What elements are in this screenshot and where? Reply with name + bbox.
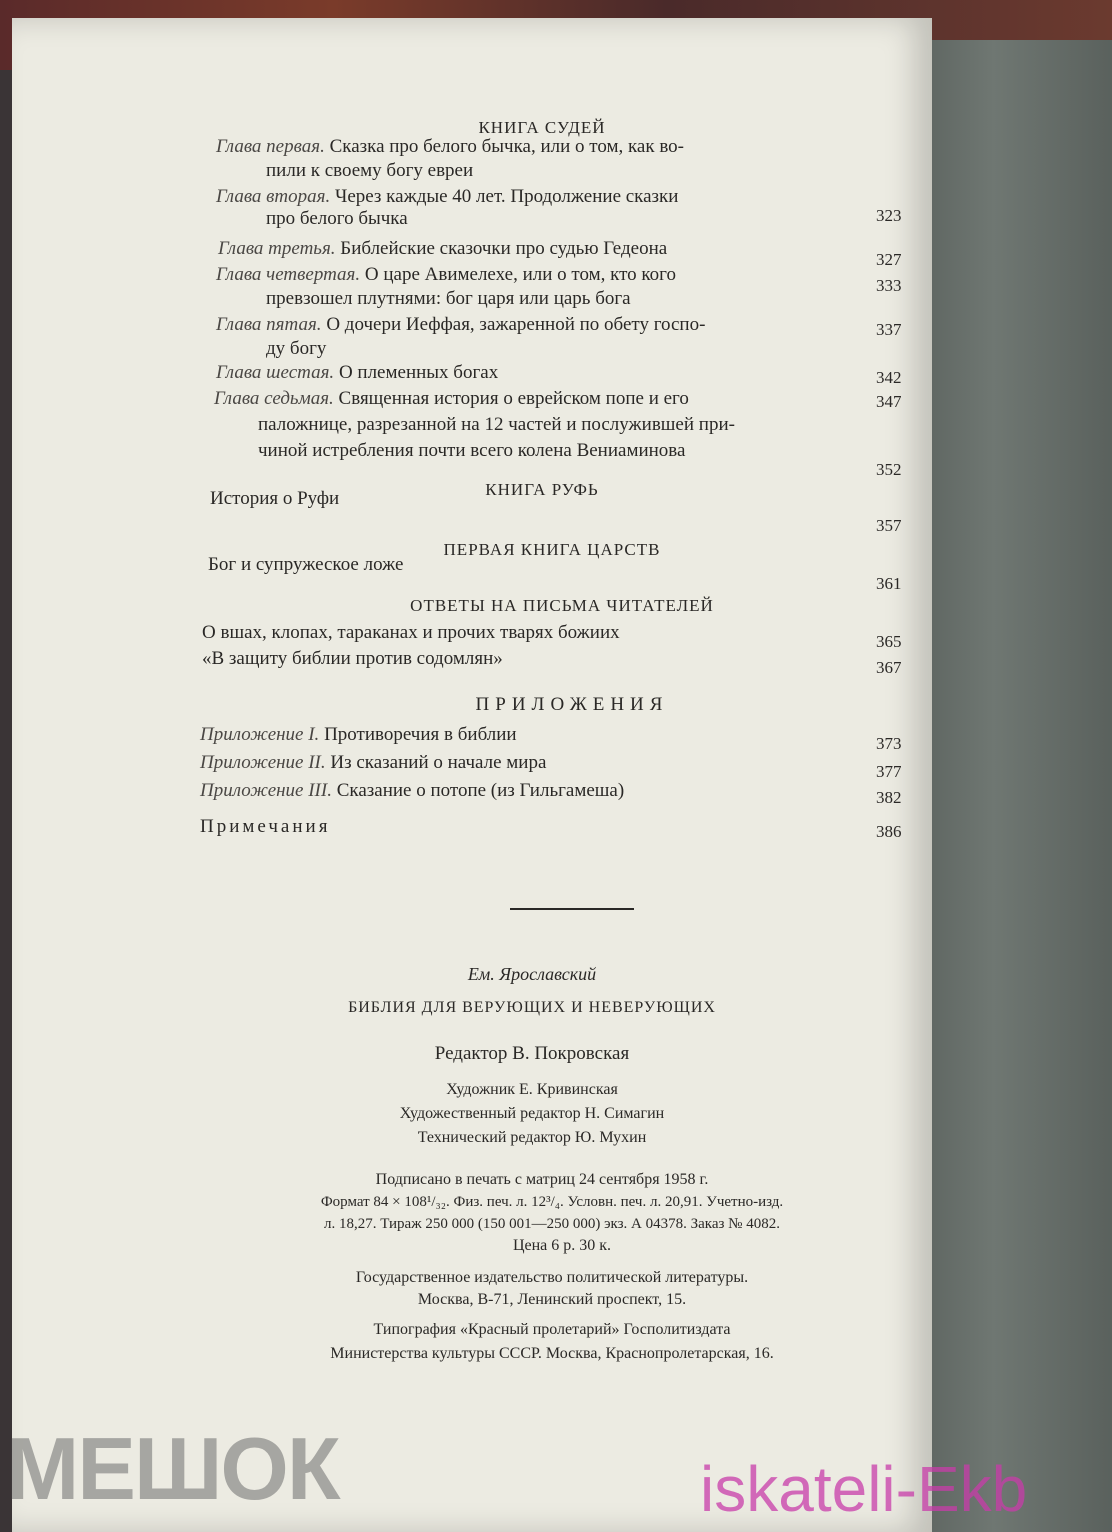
section-title-appendices: ПРИЛОЖЕНИЯ: [475, 694, 669, 715]
chapter-text: О племенных богах: [338, 362, 499, 383]
page-number: 323: [876, 206, 902, 225]
colophon-publisher-address: Москва, В-71, Ленинский проспект, 15.: [417, 1291, 687, 1308]
toc-entry-cont: пили к своему богу евреи: [266, 160, 474, 181]
chapter-label: Глава первая.: [216, 136, 325, 157]
appendix-text: Противоречия в библии: [324, 724, 517, 745]
toc-entry: О вшах, клопах, тараканах и прочих тварях божиих: [202, 622, 620, 643]
toc-entry-cont: про белого бычка: [266, 208, 408, 229]
chapter-text: Библейские сказочки про судью Гедеона: [340, 238, 668, 259]
toc-entry: [200, 724, 517, 746]
page-number: 347: [876, 392, 902, 411]
chapter-text: Через каждые 40 лет. Продолжение сказки: [334, 186, 679, 207]
book-page: [12, 18, 932, 1532]
toc-entry: «В защиту библии против содомлян»: [202, 648, 503, 669]
colophon-print-run: л. 18,27. Тираж 250 000 (150 001—250 000) экз. А 04378. Заказ № 4082.: [324, 1216, 780, 1232]
toc-entry: [216, 362, 498, 384]
page-number: 357: [876, 516, 902, 535]
colophon-price: Цена 6 р. 30 к.: [512, 1237, 612, 1254]
toc-entry: [214, 388, 689, 410]
chapter-label: Глава вторая.: [216, 186, 331, 207]
appendix-label: Приложение III.: [200, 780, 332, 801]
toc-entry-cont: ду богу: [266, 338, 327, 359]
page-number: 342: [876, 368, 902, 387]
toc-entry: [216, 186, 678, 208]
toc-entry-cont: чиной истребления почти всего колена Вениаминова: [258, 440, 686, 461]
appendix-text: Из сказаний о начале мира: [330, 752, 547, 773]
chapter-text: Священная история о еврейском попе и его: [338, 388, 689, 409]
toc-entry: [218, 238, 667, 260]
chapter-text: О царе Авимелехе, или о том, кто кого: [364, 264, 676, 285]
toc-entry-cont: превзошел плутнями: бог царя или царь бога: [266, 288, 631, 309]
colophon-art-editor: Художественный редактор Н. Симагин: [399, 1105, 665, 1122]
page-number: 386: [876, 822, 902, 841]
colophon-tech-editor: Технический редактор Ю. Мухин: [417, 1129, 647, 1146]
page-number: 367: [876, 658, 902, 677]
appendix-label: Приложение I.: [200, 724, 320, 745]
colophon-publisher: Государственное издательство политической литературы.: [355, 1269, 749, 1286]
book-cover: [915, 40, 1112, 1532]
colophon-artist: Художник Е. Кривинская: [446, 1081, 618, 1098]
page-number: 373: [876, 734, 902, 753]
chapter-label: Глава пятая.: [216, 314, 322, 335]
chapter-label: Глава шестая.: [216, 362, 335, 383]
toc-entry-notes: Примечания: [200, 816, 331, 837]
page-number: 382: [876, 788, 902, 807]
page-number: 352: [876, 460, 902, 479]
watermark-left: МЕШОК: [6, 1419, 339, 1518]
colophon-book-title: БИБЛИЯ ДЛЯ ВЕРУЮЩИХ И НЕВЕРУЮЩИХ: [348, 999, 716, 1016]
toc-entry: Бог и супружеское ложе: [208, 554, 404, 575]
colophon-printer-address: Министерства культуры СССР. Москва, Краснопролетарская, 16.: [330, 1345, 774, 1362]
page-number: 377: [876, 762, 902, 781]
page-number: 333: [876, 276, 902, 295]
watermark-right: iskateli-Ekb: [700, 1453, 1028, 1525]
colophon-editor: Редактор В. Покровская: [434, 1043, 630, 1064]
section-title-ruth: КНИГА РУФЬ: [485, 480, 599, 499]
section-title-judges: КНИГА СУДЕЙ: [478, 118, 606, 137]
colophon-printer: Типография «Красный пролетарий» Госполитиздата: [373, 1321, 731, 1338]
toc-entry: [216, 314, 705, 336]
chapter-label: Глава третья.: [218, 238, 336, 259]
colophon-author: Ем. Ярославский: [467, 964, 597, 984]
toc-entry-cont: паложнице, разрезанной на 12 частей и послужившей при-: [258, 414, 735, 435]
page-number: 365: [876, 632, 902, 651]
divider-rule: [510, 908, 634, 910]
chapter-text: Сказка про белого бычка, или о том, как во-: [329, 136, 685, 157]
section-title-letters: ОТВЕТЫ НА ПИСЬМА ЧИТАТЕЛЕЙ: [410, 596, 714, 615]
chapter-label: Глава седьмая.: [214, 388, 334, 409]
page-number: 327: [876, 250, 902, 269]
toc-entry: [216, 264, 676, 286]
page-number: 361: [876, 574, 902, 593]
appendix-label: Приложение II.: [200, 752, 326, 773]
chapter-text: О дочери Иеффая, зажаренной по обету госпо-: [326, 314, 706, 335]
appendix-text: Сказание о потопе (из Гильгамеша): [336, 780, 625, 801]
toc-entry: История о Руфи: [210, 488, 340, 509]
colophon-format: Формат 84 × 108¹/₃₂. Физ. печ. л. 12³/₄. Условн. печ. л. 20,91. Учетно-изд.: [320, 1194, 784, 1210]
chapter-label: Глава четвертая.: [216, 264, 361, 285]
toc-entry: [200, 780, 624, 802]
toc-entry: [200, 752, 546, 774]
section-title-kings: ПЕРВАЯ КНИГА ЦАРСТВ: [443, 540, 661, 559]
colophon-print-signed: Подписано в печать с матриц 24 сентября 1958 г.: [375, 1171, 709, 1188]
page-number: 337: [876, 320, 902, 339]
toc-entry: [216, 136, 684, 158]
